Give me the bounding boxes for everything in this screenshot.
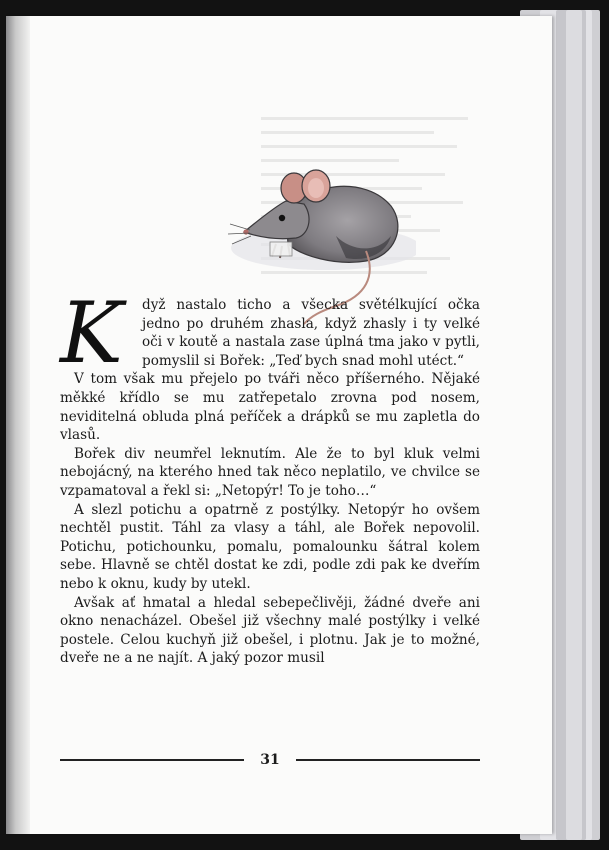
paragraph: Avšak ať hmatal a hledal sebepečlivěji, žádné dveře ani okno nenacházel. Obešel již všechny malé postýlky i velké postele. Celou kuchyň již obešel, i plotnu. Jak je to možné, dveře ne a ne najít. A jaký pozor musil [60, 594, 480, 667]
page-number: 31 [260, 752, 280, 768]
body-text [60, 284, 480, 668]
paragraph: A slezl potichu a opatrně z postýlky. Netopýr ho ovšem nechtěl pustit. Táhl za vlasy a táhl, ale Bořek nepovolil. Potichu, potichounku, pomalu, pomalounku šátral kolem sebe. Hlavně se chtěl dostat ke zdi, podle zdi pak ke dveřím nebo k oknu, kudy by utekl. [60, 501, 480, 592]
paragraph: K dyž nastalo ticho a všecka světélkující očka jedno po druhém zhasla, když zhasly i ty velké oči v koutě a nastala zase úplná tma jako v pytli, pomyslil si Bořek: „Teď bych snad mohl utéct.“ [60, 284, 480, 382]
paragraph: Bořek div neumřel leknutím. Ale že to byl kluk velmi nebojácný, na kterého hned tak něco neplatilo, ve chvilce se vzpamatoval a řekl si: „Netopýr! To je toho…“ [60, 445, 480, 499]
page-footer [60, 748, 480, 772]
paragraph: V tom však mu přejelo po tváři něco příšerného. Nějaké měkké křídlo se mu zatřepetalo zrovna pod nosem, neviditelná obluda plná peříček a drápků se mu zapletla do vlasů. [60, 371, 480, 444]
drop-cap: K [60, 284, 123, 382]
page-stack [566, 10, 582, 840]
footer-rule-left [60, 759, 244, 760]
footer-rule-right [296, 759, 480, 760]
book-page [6, 16, 552, 834]
page-gutter-shadow [6, 16, 30, 834]
